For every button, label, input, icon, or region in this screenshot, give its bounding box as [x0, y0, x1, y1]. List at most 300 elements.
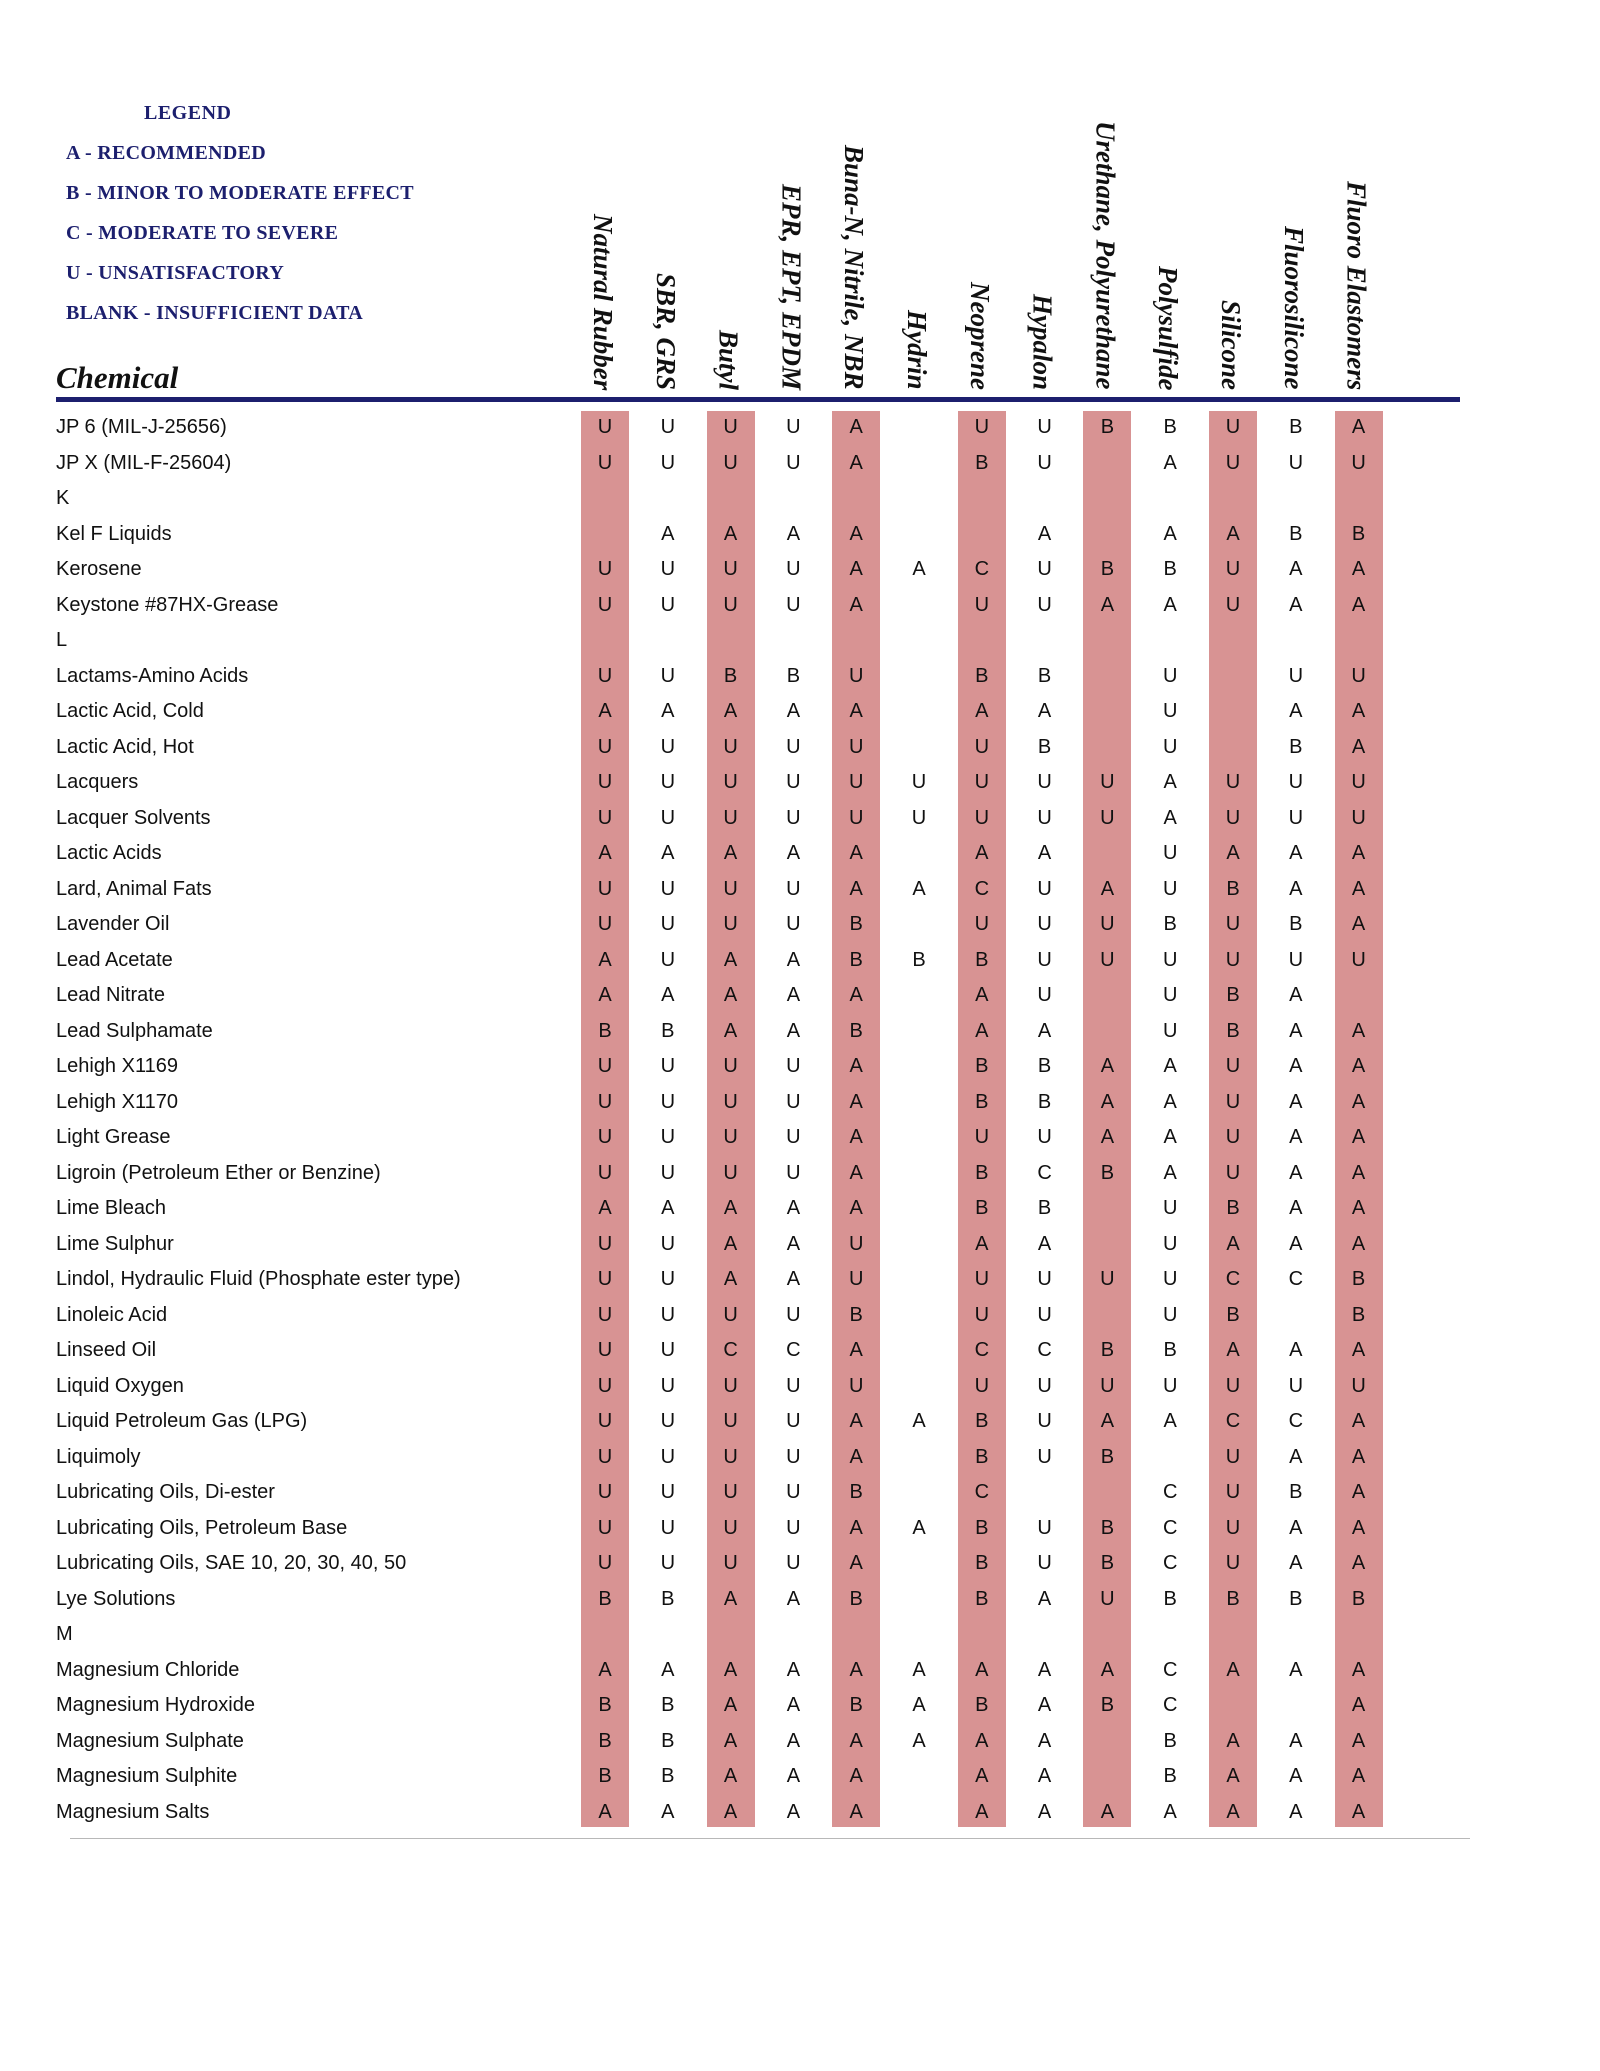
- rating-cell: A: [723, 1019, 738, 1042]
- rating-cell: B: [661, 1694, 675, 1716]
- rating-cell: A: [1289, 558, 1303, 580]
- rating-cell: A: [1351, 593, 1366, 616]
- rating-cell: A: [1351, 1055, 1366, 1077]
- rating-cell: A: [975, 700, 989, 722]
- rating-cell: C: [1162, 1658, 1178, 1681]
- rating-cell: B: [598, 1694, 612, 1716]
- rating-cell: U: [848, 806, 864, 829]
- rating-cell: U: [1288, 948, 1304, 971]
- chemical-name: Magnesium Sulphite: [56, 1765, 238, 1787]
- rating-cell: A: [786, 1694, 801, 1716]
- chemical-name: JP 6 (MIL-J-25656): [56, 416, 227, 438]
- table-row: [0, 837, 1600, 873]
- rating-cell: U: [1225, 558, 1241, 580]
- rating-cell: U: [1100, 913, 1115, 935]
- rating-cell: B: [849, 1303, 863, 1326]
- column-header-hypalon: Hypalon: [1027, 294, 1058, 391]
- rating-cell: C: [1162, 1481, 1178, 1503]
- rating-cell: A: [723, 1694, 738, 1716]
- rating-cell: A: [1289, 1126, 1303, 1148]
- table-row: [0, 1405, 1600, 1441]
- rating-cell: U: [660, 451, 676, 474]
- chemical-name: Lehigh X1170: [56, 1090, 178, 1113]
- rating-cell: U: [786, 1374, 801, 1397]
- rating-cell: U: [1225, 451, 1241, 474]
- rating-cell: A: [1351, 1197, 1366, 1219]
- rating-cell: B: [1289, 416, 1303, 438]
- table-row: [0, 1618, 1600, 1654]
- rating-cell: U: [786, 558, 801, 580]
- rating-cell: A: [786, 1268, 801, 1290]
- rating-cell: U: [786, 1161, 801, 1184]
- rating-cell: B: [723, 664, 738, 687]
- table-row: [0, 731, 1600, 767]
- rating-cell: A: [1226, 1729, 1240, 1752]
- chemical-name: Lactic Acid, Hot: [56, 735, 194, 758]
- rating-cell: A: [1037, 700, 1052, 722]
- rating-cell: A: [598, 700, 612, 722]
- rating-cell: A: [786, 842, 801, 864]
- rating-cell: C: [1037, 1161, 1052, 1184]
- rating-cell: U: [660, 1303, 676, 1326]
- rating-cell: A: [723, 1765, 738, 1787]
- rating-cell: A: [723, 1197, 738, 1219]
- rating-cell: A: [1163, 1055, 1177, 1077]
- chemical-name: Kerosene: [56, 558, 142, 580]
- column-header-polysulfide: Polysulfide: [1153, 266, 1184, 391]
- rating-cell: A: [1351, 913, 1366, 935]
- rating-cell: B: [1289, 1481, 1303, 1503]
- chemical-name: Liquid Petroleum Gas (LPG): [56, 1410, 308, 1432]
- column-header-silicone: Silicone: [1216, 300, 1246, 391]
- table-row: [0, 1299, 1600, 1335]
- rating-cell: U: [974, 1268, 990, 1290]
- rating-cell: A: [849, 558, 863, 580]
- rating-cell: U: [786, 877, 801, 900]
- rating-cell: U: [723, 735, 738, 758]
- rating-cell: U: [660, 1055, 676, 1077]
- table-row: [0, 1015, 1600, 1051]
- rating-cell: U: [1351, 948, 1366, 971]
- rating-cell: U: [1037, 451, 1052, 474]
- rating-cell: A: [849, 842, 863, 864]
- rating-cell: B: [1163, 1339, 1177, 1361]
- rating-cell: C: [786, 1339, 801, 1361]
- rating-cell: A: [598, 948, 612, 971]
- rating-cell: U: [723, 416, 738, 438]
- column-header-neoprene: Neoprene: [964, 282, 995, 390]
- table-row: [0, 1157, 1600, 1193]
- rating-cell: U: [786, 806, 801, 829]
- table-row: [0, 1512, 1600, 1548]
- rating-cell: B: [1226, 877, 1240, 900]
- rating-cell: U: [786, 1303, 801, 1326]
- rating-cell: A: [723, 1658, 738, 1681]
- rating-cell: B: [1037, 735, 1052, 758]
- rating-cell: B: [598, 1587, 612, 1610]
- rating-cell: U: [1037, 1303, 1052, 1326]
- rating-cell: B: [1100, 416, 1115, 438]
- rating-cell: U: [723, 1481, 738, 1503]
- rating-cell: U: [786, 1552, 801, 1574]
- rating-cell: B: [1100, 1339, 1115, 1361]
- rating-cell: U: [1351, 806, 1366, 829]
- chemical-name: Lacquers: [56, 771, 139, 793]
- rating-cell: U: [660, 416, 676, 438]
- rating-cell: A: [723, 1587, 738, 1610]
- chemical-name: Lime Bleach: [56, 1197, 167, 1219]
- chemical-name: Linseed Oil: [56, 1339, 157, 1361]
- rating-cell: U: [1162, 664, 1178, 687]
- rating-cell: U: [660, 948, 676, 971]
- rating-cell: A: [661, 522, 675, 545]
- rating-cell: A: [1163, 1800, 1177, 1823]
- rating-cell: A: [849, 1800, 863, 1823]
- rating-cell: B: [975, 664, 989, 687]
- chemical-name: Light Grease: [56, 1126, 171, 1148]
- chemical-name: Lard, Animal Fats: [56, 877, 212, 900]
- rating-cell: A: [1226, 1765, 1240, 1787]
- rating-cell: A: [661, 700, 675, 722]
- rating-cell: B: [1037, 1090, 1052, 1113]
- rating-cell: A: [849, 522, 863, 545]
- rating-cell: B: [975, 1694, 989, 1716]
- rating-cell: U: [597, 1090, 613, 1113]
- chemical-name: Lime Sulphur: [56, 1232, 174, 1255]
- rating-cell: U: [723, 913, 738, 935]
- rating-cell: B: [849, 1481, 863, 1503]
- rating-cell: A: [723, 522, 738, 545]
- rating-cell: A: [786, 1232, 801, 1255]
- rating-cell: B: [1163, 1765, 1177, 1787]
- rating-cell: B: [975, 1445, 989, 1468]
- chemical-name: Ligroin (Petroleum Ether or Benzine): [56, 1161, 381, 1184]
- rating-cell: U: [597, 593, 613, 616]
- rating-cell: A: [1289, 877, 1303, 900]
- rating-cell: U: [1037, 1410, 1052, 1432]
- rating-cell: U: [848, 771, 864, 793]
- rating-cell: A: [849, 1410, 863, 1432]
- rating-cell: U: [597, 1516, 613, 1539]
- rating-cell: B: [1037, 1055, 1052, 1077]
- rating-cell: U: [1225, 1445, 1241, 1468]
- rating-cell: U: [1225, 1126, 1241, 1148]
- table-row: [0, 908, 1600, 944]
- rating-cell: U: [1037, 877, 1052, 900]
- rating-cell: A: [723, 1800, 738, 1823]
- rating-cell: A: [1037, 522, 1052, 545]
- table-row: [0, 1689, 1600, 1725]
- rating-cell: A: [786, 1197, 801, 1219]
- rating-cell: U: [974, 806, 990, 829]
- table-row: [0, 589, 1600, 625]
- rating-cell: A: [1037, 1019, 1052, 1042]
- rating-cell: B: [1100, 1694, 1115, 1716]
- rating-cell: B: [661, 1729, 675, 1752]
- rating-cell: U: [597, 416, 613, 438]
- column-header-butyl: Butyl: [713, 330, 744, 391]
- rating-cell: A: [849, 877, 863, 900]
- rating-cell: U: [597, 451, 613, 474]
- table-row: [0, 1370, 1600, 1406]
- rating-cell: A: [1351, 1481, 1366, 1503]
- rating-cell: U: [660, 1374, 676, 1397]
- rating-cell: B: [975, 1552, 989, 1574]
- rating-cell: U: [660, 593, 676, 616]
- rating-cell: A: [661, 1197, 675, 1219]
- rating-cell: B: [598, 1019, 612, 1042]
- rating-cell: A: [1100, 1410, 1115, 1432]
- rating-cell: A: [1289, 593, 1303, 616]
- rating-cell: A: [975, 1800, 989, 1823]
- legend-item-recommended: A - RECOMMENDED: [66, 142, 267, 164]
- rating-cell: U: [597, 1126, 613, 1148]
- table-row: [0, 766, 1600, 802]
- rating-cell: A: [1351, 842, 1366, 864]
- rating-cell: A: [598, 1197, 612, 1219]
- rating-cell: U: [786, 1516, 801, 1539]
- table-row: [0, 1334, 1600, 1370]
- table-row: [0, 482, 1600, 518]
- rating-cell: U: [974, 1303, 990, 1326]
- rating-cell: U: [723, 1552, 738, 1574]
- rating-cell: C: [974, 1481, 990, 1503]
- chemical-name: Magnesium Salts: [56, 1800, 210, 1823]
- rating-cell: U: [1288, 664, 1304, 687]
- rating-cell: U: [597, 1410, 613, 1432]
- rating-cell: U: [597, 1268, 613, 1290]
- rating-cell: U: [1225, 1516, 1241, 1539]
- rating-cell: B: [1289, 735, 1303, 758]
- chemical-name: Lactams-Amino Acids: [56, 664, 249, 687]
- rating-cell: A: [1289, 1055, 1303, 1077]
- rating-cell: U: [1162, 1197, 1178, 1219]
- rating-cell: A: [723, 1232, 738, 1255]
- rating-cell: U: [723, 1055, 738, 1077]
- rating-cell: U: [1288, 1374, 1304, 1397]
- rating-cell: U: [974, 416, 990, 438]
- rating-cell: A: [723, 700, 738, 722]
- rating-cell: U: [1037, 593, 1052, 616]
- rating-cell: A: [1351, 1232, 1366, 1255]
- chemical-name: Magnesium Sulphate: [56, 1729, 244, 1752]
- rating-cell: A: [1100, 1055, 1115, 1077]
- rating-cell: U: [1225, 1374, 1241, 1397]
- rating-cell: A: [1289, 1197, 1303, 1219]
- table-row: [0, 1050, 1600, 1086]
- rating-cell: C: [974, 877, 990, 900]
- table-row: [0, 447, 1600, 483]
- rating-cell: U: [786, 416, 801, 438]
- rating-cell: B: [975, 1587, 989, 1610]
- rating-cell: U: [660, 1268, 676, 1290]
- rating-cell: U: [660, 1232, 676, 1255]
- rating-cell: A: [1226, 522, 1240, 545]
- rating-cell: U: [660, 1516, 676, 1539]
- rating-cell: U: [786, 1481, 801, 1503]
- rating-cell: B: [1351, 522, 1366, 545]
- rating-cell: A: [786, 1800, 801, 1823]
- rating-cell: U: [848, 1374, 864, 1397]
- rating-cell: A: [1351, 416, 1366, 438]
- rating-cell: B: [1226, 1303, 1240, 1326]
- rating-cell: U: [974, 735, 990, 758]
- rating-cell: A: [1226, 1800, 1240, 1823]
- rating-cell: B: [598, 1765, 612, 1787]
- rating-cell: U: [723, 593, 738, 616]
- rating-cell: A: [912, 1729, 926, 1752]
- legend-item-moderate-severe: C - MODERATE TO SEVERE: [66, 222, 339, 244]
- rating-cell: B: [661, 1019, 675, 1042]
- rating-cell: U: [597, 558, 613, 580]
- rating-cell: C: [1225, 1410, 1241, 1432]
- legend-item-blank: BLANK - INSUFFICIENT DATA: [66, 302, 363, 324]
- rating-cell: U: [597, 1161, 613, 1184]
- rating-cell: A: [975, 1232, 989, 1255]
- rating-cell: U: [723, 1303, 738, 1326]
- rating-cell: U: [1162, 877, 1178, 900]
- rating-cell: A: [786, 1729, 801, 1752]
- rating-cell: A: [1351, 1339, 1366, 1361]
- rating-cell: U: [723, 877, 738, 900]
- rating-cell: U: [660, 735, 676, 758]
- header-divider: [56, 397, 1460, 402]
- rating-cell: A: [1289, 1552, 1303, 1574]
- rating-cell: A: [1037, 1658, 1052, 1681]
- rating-cell: B: [849, 1694, 863, 1716]
- rating-cell: U: [1225, 1055, 1241, 1077]
- rating-cell: A: [1289, 1019, 1303, 1042]
- chemical-name: Lead Sulphamate: [56, 1019, 213, 1042]
- rating-cell: U: [723, 1445, 738, 1468]
- rating-cell: A: [912, 1516, 926, 1539]
- rating-cell: U: [848, 664, 864, 687]
- rating-cell: A: [598, 984, 612, 1006]
- rating-cell: U: [911, 806, 927, 829]
- rating-cell: U: [1225, 416, 1241, 438]
- table-row: [0, 518, 1600, 554]
- rating-cell: B: [975, 1197, 989, 1219]
- rating-cell: A: [1351, 1126, 1366, 1148]
- rating-cell: A: [1037, 1765, 1052, 1787]
- chemical-name: L: [56, 629, 68, 651]
- rating-cell: U: [597, 664, 613, 687]
- rating-cell: B: [975, 1055, 989, 1077]
- rating-cell: C: [1037, 1339, 1052, 1361]
- rating-cell: B: [1100, 1161, 1115, 1184]
- rating-cell: U: [786, 771, 801, 793]
- rating-cell: A: [1351, 1552, 1366, 1574]
- rating-cell: U: [1225, 1552, 1241, 1574]
- rating-cell: A: [786, 1587, 801, 1610]
- chemical-name: K: [56, 487, 70, 509]
- chemical-name: Lubricating Oils, SAE 10, 20, 30, 40, 50: [56, 1552, 407, 1574]
- legend-item-minor-effect: B - MINOR TO MODERATE EFFECT: [66, 182, 414, 204]
- column-header-epr-ept-epdm: EPR, EPT, EPDM: [776, 184, 807, 391]
- rating-cell: U: [597, 877, 613, 900]
- rating-cell: U: [660, 1445, 676, 1468]
- rating-cell: A: [1100, 877, 1115, 900]
- rating-cell: B: [661, 1765, 675, 1787]
- chemical-name: Lehigh X1169: [56, 1055, 178, 1077]
- rating-cell: B: [1289, 1587, 1303, 1610]
- rating-cell: A: [1351, 1161, 1366, 1184]
- rating-cell: U: [1162, 1303, 1178, 1326]
- rating-cell: C: [1162, 1516, 1178, 1539]
- rating-cell: A: [1100, 1658, 1115, 1681]
- rating-cell: B: [1226, 984, 1240, 1006]
- rating-cell: U: [848, 735, 864, 758]
- rating-cell: U: [786, 593, 801, 616]
- rating-cell: B: [1163, 1587, 1177, 1610]
- rating-cell: U: [974, 771, 990, 793]
- rating-cell: A: [598, 842, 612, 864]
- rating-cell: A: [1289, 1765, 1303, 1787]
- chemical-name: Lubricating Oils, Petroleum Base: [56, 1516, 348, 1539]
- table-row: [0, 1086, 1600, 1122]
- chemical-name: Lactic Acids: [56, 842, 162, 864]
- chemical-name: Lindol, Hydraulic Fluid (Phosphate ester type): [56, 1268, 461, 1290]
- rating-cell: A: [1289, 1658, 1303, 1681]
- rating-cell: A: [1163, 593, 1177, 616]
- column-header-sbr-grs: SBR, GRS: [650, 273, 681, 391]
- legend-item-unsatisfactory: U - UNSATISFACTORY: [66, 262, 285, 284]
- rating-cell: A: [912, 877, 926, 900]
- rating-cell: A: [1037, 842, 1052, 864]
- rating-cell: A: [1351, 1658, 1366, 1681]
- rating-cell: A: [849, 984, 863, 1006]
- table-row: [0, 411, 1600, 447]
- rating-cell: B: [1289, 522, 1303, 545]
- rating-cell: U: [1162, 1019, 1178, 1042]
- chemical-name: JP X (MIL-F-25604): [56, 451, 232, 474]
- rating-cell: B: [1351, 1268, 1366, 1290]
- rating-cell: U: [660, 664, 676, 687]
- rating-cell: A: [1351, 735, 1366, 758]
- rating-cell: A: [786, 984, 801, 1006]
- rating-cell: U: [1100, 948, 1115, 971]
- rating-cell: A: [1163, 806, 1177, 829]
- rating-cell: A: [975, 1765, 989, 1787]
- rating-cell: U: [597, 735, 613, 758]
- rating-cell: A: [849, 1197, 863, 1219]
- rating-cell: U: [597, 1303, 613, 1326]
- rating-cell: U: [723, 1090, 738, 1113]
- rating-cell: C: [974, 1339, 990, 1361]
- rating-cell: U: [1225, 913, 1241, 935]
- rating-cell: U: [723, 1126, 738, 1148]
- rating-cell: A: [1163, 1126, 1177, 1148]
- rating-cell: A: [912, 1694, 926, 1716]
- column-header-buna-n-nitrile-nbr: Buna-N, Nitrile, NBR: [839, 145, 870, 390]
- rating-cell: A: [975, 984, 989, 1006]
- rating-cell: U: [786, 1126, 801, 1148]
- rating-cell: A: [1351, 1516, 1366, 1539]
- table-row: [0, 1192, 1600, 1228]
- table-row: [0, 1228, 1600, 1264]
- rating-cell: U: [660, 1126, 676, 1148]
- rating-cell: A: [849, 1516, 863, 1539]
- table-row: [0, 1441, 1600, 1477]
- rating-cell: A: [849, 593, 863, 616]
- rating-cell: U: [660, 1481, 676, 1503]
- rating-cell: U: [1037, 806, 1052, 829]
- rating-cell: U: [1100, 806, 1115, 829]
- legend-title: LEGEND: [144, 102, 232, 124]
- rating-cell: U: [1288, 771, 1304, 793]
- rating-cell: A: [849, 1339, 863, 1361]
- rating-cell: B: [1163, 558, 1177, 580]
